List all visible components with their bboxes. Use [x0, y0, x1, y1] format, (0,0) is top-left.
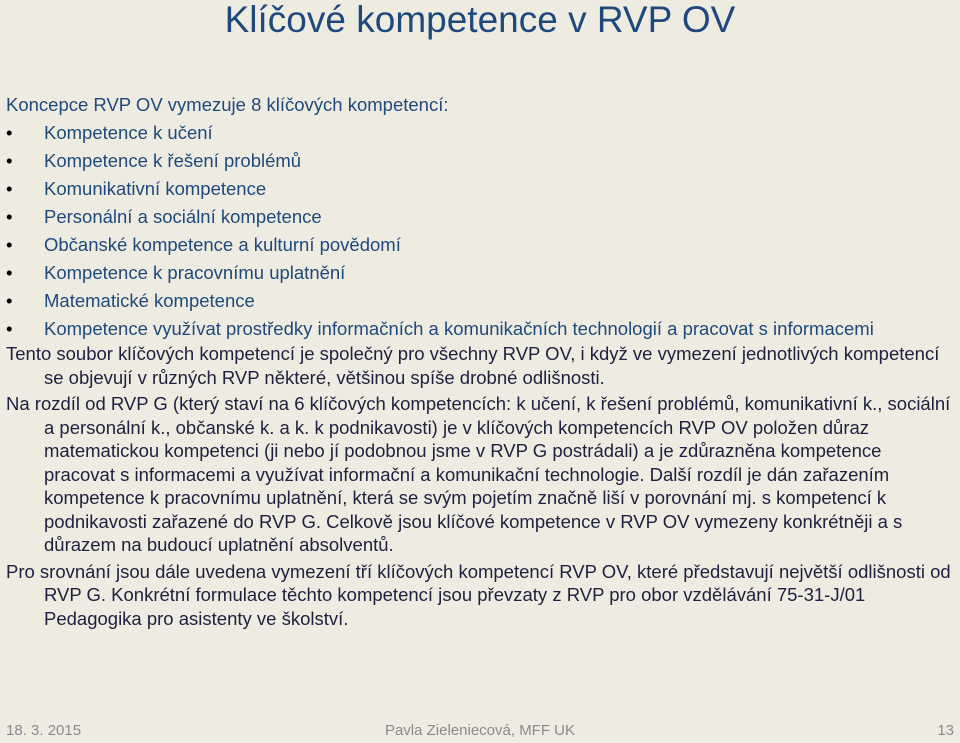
footer-author: Pavla Zieleniecová, MFF UK — [384, 722, 576, 739]
page-number: 13 — [937, 722, 954, 739]
paragraph-further-comparison: Pro srovnání jsou dále uvedena vymezení tří klíčových kompetencí RVP OV, které představují největší odlišnosti od RVP G. Konkrétní formulace těchto kompetencí jsou převzaty z RVP pro obor vzdělávání 75-31-J/01 Pedagogika pro asistenty ve školství. — [6, 560, 951, 629]
list-item: • Personální a sociální kompetence — [6, 204, 956, 229]
list-item: • Kompetence k učení — [6, 120, 956, 145]
intro-text: Koncepce RVP OV vymezuje 8 klíčových kompetencí: — [6, 94, 449, 115]
list-item: • Kompetence k řešení problémů — [6, 148, 956, 173]
paragraph-common-set: Tento soubor klíčových kompetencí je společný pro všechny RVP OV, i když ve vymezení jednotlivých kompetencí se objevují v různých RVP některé, většinou spíše drobné odlišnosti. — [6, 343, 940, 388]
slide-content — [6, 92, 956, 630]
competence-list — [6, 120, 956, 341]
list-item: • Komunikativní kompetence — [6, 176, 956, 201]
list-item: • Matematické kompetence — [6, 288, 956, 313]
list-item: • Kompetence k pracovnímu uplatnění — [6, 260, 956, 285]
list-item: • Kompetence využívat prostředky informačních a komunikačních technologií a pracovat s informacemi — [6, 316, 956, 341]
slide-title: Klíčové kompetence v RVP OV — [224, 0, 736, 40]
footer-date: 18. 3. 2015 — [6, 722, 82, 739]
paragraph-comparison-rvp-g: Na rozdíl od RVP G (který staví na 6 klíčových kompetencích: k učení, k řešení problémů, komunikativní k., sociální a personální k., občanské k. a k. k podnikavosti) je v klíčových kompetencích RVP OV položen důraz matematickou kompetenci (ji nebo jí podobnou jsme v RVP G postrádali) a je zdůrazněna kompetence pracovat s informacemi a využívat informační a komunikační technologie. Další rozdíl je dán zařazením kompetence k pracovnímu uplatnění, která se svým pojetím značně liší v porovnání mj. s kompetencí k podnikavosti zařazené do RVP G. Celkově jsou klíčové kompetence v RVP OV vymezeny konkrétněji a s důrazem na budoucí uplatnění absolventů. — [6, 393, 951, 555]
slide-footer — [0, 722, 960, 742]
list-item: • Občanské kompetence a kulturní povědomí — [6, 232, 956, 257]
